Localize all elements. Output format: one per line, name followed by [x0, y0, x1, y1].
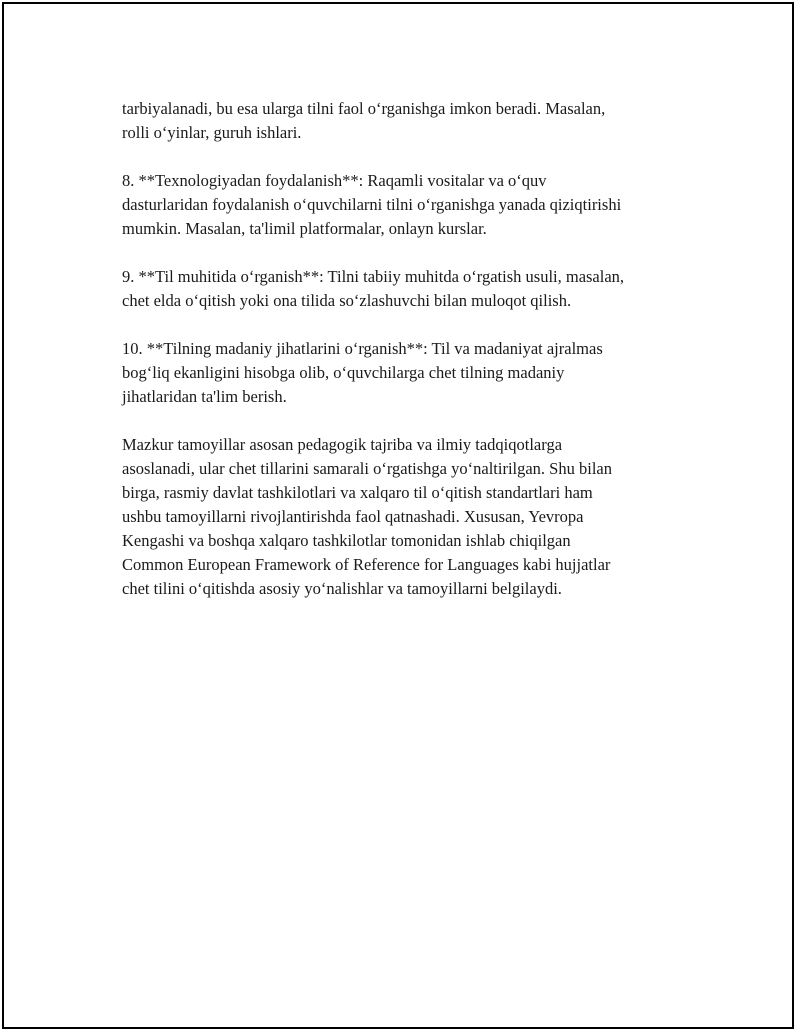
document-page: [2, 2, 794, 1029]
paragraph-item-10: 10. **Tilning madaniy jihatlarini o‘rganish**: Til va madaniyat ajralmas bog‘liq ekanligini hisobga olib, o‘quvchilarga chet tilning madaniy jihatlaridan ta'lim berish.: [122, 339, 603, 406]
document-body: [122, 97, 702, 625]
paragraph-item-8: 8. **Texnologiyadan foydalanish**: Raqamli vositalar va o‘quv dasturlaridan foydalanish o‘quvchilarni tilni o‘rganishga yanada qiziqtirishi mumkin. Masalan, ta'limil platformalar, onlayn kurslar.: [122, 171, 622, 238]
paragraph-continuation: tarbiyalanadi, bu esa ularga tilni faol o‘rganishga imkon beradi. Masalan, rolli o‘yinlar, guruh ishlari.: [122, 99, 606, 142]
paragraph-conclusion: Mazkur tamoyillar asosan pedagogik tajriba va ilmiy tadqiqotlarga asoslanadi, ular chet tillarini samarali o‘rgatishga yo‘naltirilgan. Shu bilan birga, rasmiy davlat tashkilotlari va xalqaro til o‘qitish standartlari ham ushbu tamoyillarni rivojlantirishda faol qatnashadi. Xususan, Yevropa Kengashi va boshqa xalqaro tashkilotlar tomonidan ishlab chiqilgan Common European Framework of Reference for Languages kabi hujjatlar chet tilini o‘qitishda asosiy yo‘nalishlar va tamoyillarni belgilaydi.: [122, 435, 612, 598]
paragraph-item-9: 9. **Til muhitida o‘rganish**: Tilni tabiiy muhitda o‘rgatish usuli, masalan, chet elda o‘qitish yoki ona tilida so‘zlashuvchi bilan muloqot qilish.: [122, 267, 625, 310]
